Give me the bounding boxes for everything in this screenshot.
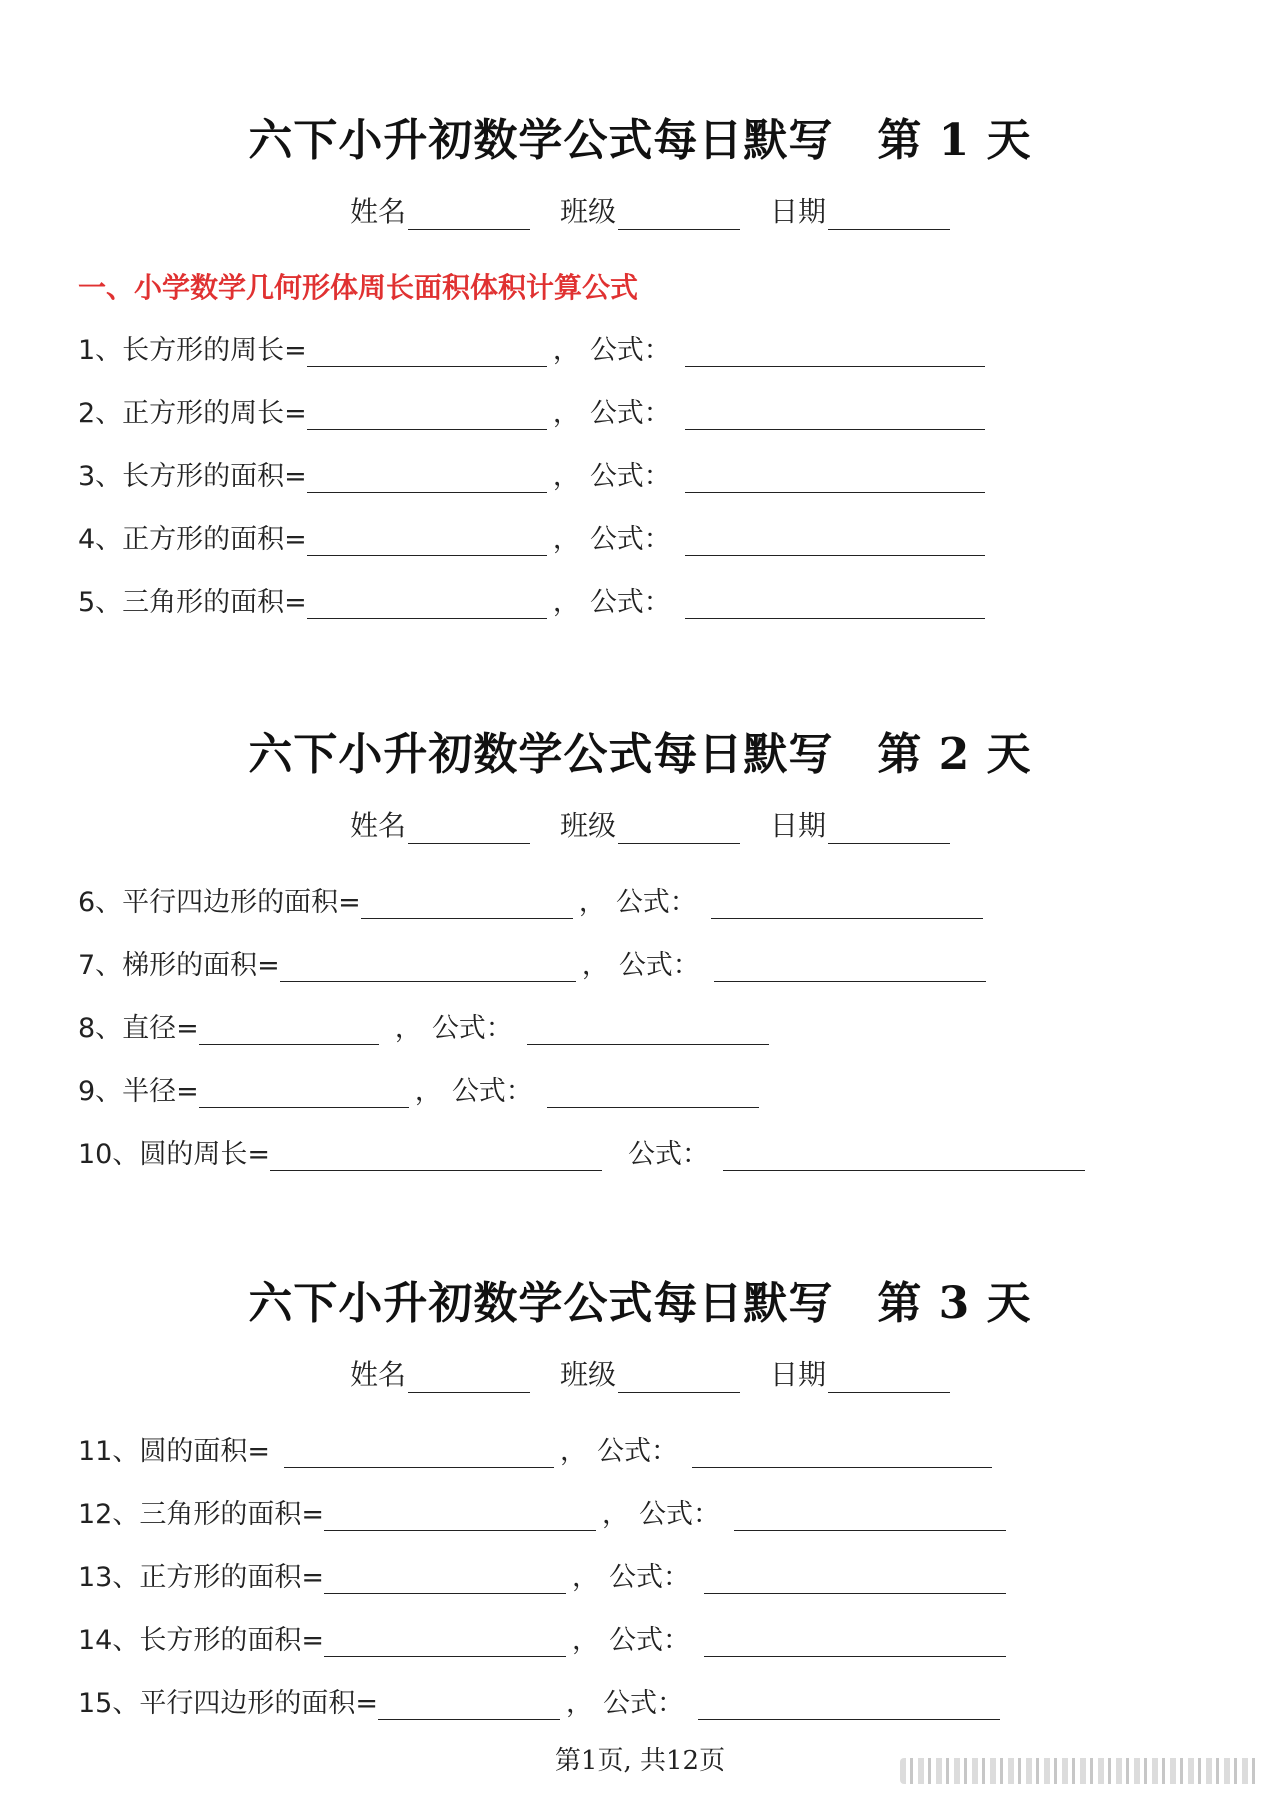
name-field: [350, 1353, 530, 1393]
answer-blank[interactable]: [307, 403, 547, 430]
question-label: 4、正方形的面积=: [78, 524, 307, 555]
formula-blank[interactable]: [685, 340, 985, 367]
formula-blank[interactable]: [547, 1081, 759, 1108]
answer-blank[interactable]: [307, 529, 547, 556]
answer-blank[interactable]: [361, 892, 573, 919]
date-label: 日期: [770, 809, 827, 842]
question-label: 7、梯形的面积=: [78, 950, 280, 981]
question-row: [78, 580, 985, 619]
class-field: [560, 1353, 740, 1393]
day-label: 第 1 天: [877, 115, 1032, 166]
class-blank[interactable]: [618, 203, 740, 230]
day-label: 第 2 天: [877, 729, 1032, 780]
title-text: 六下小升初数学公式每日默写: [248, 1278, 834, 1329]
separator: ，: [571, 1625, 599, 1656]
separator: ，: [552, 398, 580, 429]
day-label: 第 3 天: [877, 1278, 1032, 1329]
formula-label: 公式：: [589, 587, 671, 618]
separator: ，: [394, 1013, 422, 1044]
formula-blank[interactable]: [704, 1567, 1006, 1594]
question-label: 1、长方形的周长=: [78, 335, 307, 366]
formula-blank[interactable]: [685, 403, 985, 430]
formula-label: 公式：: [596, 1436, 678, 1467]
formula-blank[interactable]: [714, 955, 986, 982]
question-label: 5、三角形的面积=: [78, 587, 307, 618]
date-blank[interactable]: [828, 817, 950, 844]
answer-blank[interactable]: [199, 1081, 409, 1108]
student-info: [350, 1353, 950, 1393]
question-row: [78, 517, 985, 556]
question-label: 10、圆的周长=: [78, 1139, 270, 1170]
name-field: [350, 190, 530, 230]
question-label: 15、平行四边形的面积=: [78, 1688, 378, 1719]
name-label: 姓名: [350, 809, 407, 842]
question-row: [78, 1618, 1006, 1657]
separator: ，: [571, 1562, 599, 1593]
question-row: [78, 1681, 1000, 1720]
formula-label: 公式：: [451, 1076, 533, 1107]
student-info: [350, 804, 950, 844]
formula-blank[interactable]: [698, 1693, 1000, 1720]
formula-label: 公式：: [618, 950, 700, 981]
answer-blank[interactable]: [270, 1144, 602, 1171]
formula-label: 公式：: [589, 398, 671, 429]
formula-label: 公式：: [589, 461, 671, 492]
question-row: [78, 1492, 1006, 1531]
answer-blank[interactable]: [199, 1018, 379, 1045]
formula-blank[interactable]: [734, 1504, 1006, 1531]
separator: ，: [414, 1076, 442, 1107]
question-row: [78, 880, 983, 919]
date-label: 日期: [770, 1358, 827, 1391]
question-label: 12、三角形的面积=: [78, 1499, 324, 1530]
formula-blank[interactable]: [685, 592, 985, 619]
formula-blank[interactable]: [723, 1144, 1085, 1171]
name-label: 姓名: [350, 1358, 407, 1391]
answer-blank[interactable]: [307, 466, 547, 493]
answer-blank[interactable]: [284, 1441, 554, 1468]
title-text: 六下小升初数学公式每日默写: [248, 115, 834, 166]
section-heading: 一、小学数学几何形体周长面积体积计算公式: [78, 271, 639, 304]
answer-blank[interactable]: [324, 1567, 566, 1594]
formula-blank[interactable]: [704, 1630, 1006, 1657]
formula-label: 公式：: [589, 524, 671, 555]
formula-label: 公式：: [608, 1625, 690, 1656]
class-blank[interactable]: [618, 817, 740, 844]
class-label: 班级: [560, 1358, 617, 1391]
class-field: [560, 190, 740, 230]
formula-label: 公式：: [589, 335, 671, 366]
formula-label: 公式：: [638, 1499, 720, 1530]
title-text: 六下小升初数学公式每日默写: [248, 729, 834, 780]
separator: ，: [552, 587, 580, 618]
question-label: 6、平行四边形的面积=: [78, 887, 361, 918]
date-field: [770, 804, 950, 844]
date-label: 日期: [770, 195, 827, 228]
separator: ，: [552, 335, 580, 366]
section-title: [0, 1267, 1280, 1331]
class-blank[interactable]: [618, 1366, 740, 1393]
answer-blank[interactable]: [378, 1693, 560, 1720]
formula-label: 公式：: [431, 1013, 513, 1044]
section-title: [0, 718, 1280, 782]
question-row: [78, 391, 985, 430]
question-label: 2、正方形的周长=: [78, 398, 307, 429]
formula-blank[interactable]: [685, 466, 985, 493]
formula-label: 公式：: [615, 887, 697, 918]
question-label: 14、长方形的面积=: [78, 1625, 324, 1656]
question-row: [78, 943, 986, 982]
question-row: [78, 1132, 1085, 1171]
separator: ，: [565, 1688, 593, 1719]
answer-blank[interactable]: [280, 955, 576, 982]
question-row: [78, 1555, 1006, 1594]
name-blank[interactable]: [408, 817, 530, 844]
formula-blank[interactable]: [685, 529, 985, 556]
page-footer: 第1页, 共12页: [554, 1746, 726, 1776]
separator: ，: [552, 461, 580, 492]
date-field: [770, 190, 950, 230]
question-row: [78, 1069, 759, 1108]
question-label: 11、圆的面积=: [78, 1436, 270, 1467]
question-row: [78, 328, 985, 367]
question-row: [78, 454, 985, 493]
separator: ，: [601, 1499, 629, 1530]
question-label: 13、正方形的面积=: [78, 1562, 324, 1593]
question-row: [78, 1006, 769, 1045]
separator: ，: [578, 887, 606, 918]
formula-label: 公式：: [608, 1562, 690, 1593]
student-info: [350, 190, 950, 230]
name-label: 姓名: [350, 195, 407, 228]
answer-blank[interactable]: [324, 1630, 566, 1657]
answer-blank[interactable]: [307, 340, 547, 367]
formula-label: 公式：: [627, 1139, 709, 1170]
date-blank[interactable]: [828, 1366, 950, 1393]
class-field: [560, 804, 740, 844]
answer-blank[interactable]: [324, 1504, 596, 1531]
question-label: 8、直径=: [78, 1013, 199, 1044]
section-title: [0, 104, 1280, 168]
name-field: [350, 804, 530, 844]
formula-label: 公式：: [602, 1688, 684, 1719]
date-field: [770, 1353, 950, 1393]
separator: ，: [581, 950, 609, 981]
question-label: 9、半径=: [78, 1076, 199, 1107]
separator: ，: [559, 1436, 587, 1467]
separator: ，: [552, 524, 580, 555]
formula-blank[interactable]: [692, 1441, 992, 1468]
name-blank[interactable]: [408, 1366, 530, 1393]
class-label: 班级: [560, 809, 617, 842]
question-row: [78, 1429, 992, 1468]
date-blank[interactable]: [828, 203, 950, 230]
class-label: 班级: [560, 195, 617, 228]
scan-stripes-icon: [900, 1758, 1260, 1784]
name-blank[interactable]: [408, 203, 530, 230]
question-label: 3、长方形的面积=: [78, 461, 307, 492]
formula-blank[interactable]: [527, 1018, 769, 1045]
answer-blank[interactable]: [307, 592, 547, 619]
formula-blank[interactable]: [711, 892, 983, 919]
